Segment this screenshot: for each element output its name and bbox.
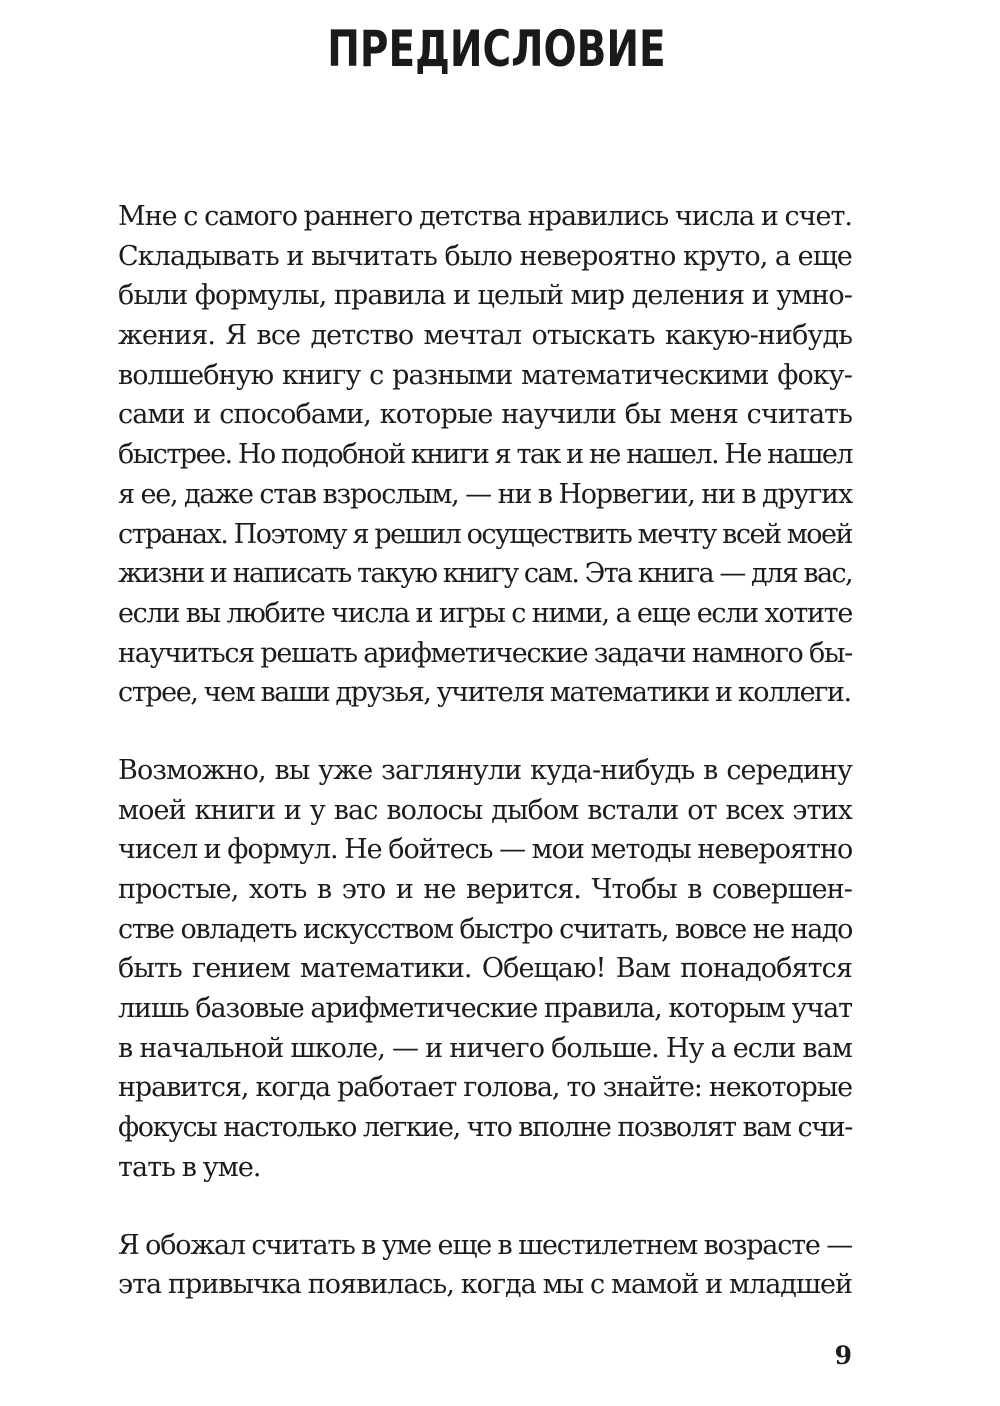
paragraph: [118, 751, 852, 1188]
text-line: Я обожал считать в уме еще в шестилетнем возрасте —: [118, 1229, 852, 1261]
text-line: странах. Поэтому я решил осуществить мечту всей моей: [118, 518, 852, 550]
paragraph: [118, 197, 852, 713]
text-line: фокусы настолько легкие, что вполне позволят вам счи-: [118, 1112, 852, 1144]
text-line: быстрее. Но подобной книги я так и не нашел. Не нашел: [118, 439, 852, 471]
page-title: ПРЕДИСЛОВИЕ: [327, 20, 666, 78]
text-line: эта привычка появилась, когда мы с мамой и младшей: [118, 1269, 852, 1301]
text-line: были формулы, правила и целый мир деления и умно-: [118, 280, 852, 312]
paragraph-gap: [118, 713, 852, 751]
text-line: быть гением математики. Обещаю! Вам понадобятся: [118, 953, 852, 985]
text-line: нравится, когда работает голова, то знайте: некоторые: [118, 1072, 852, 1104]
text-line: в начальной школе, — и ничего больше. Ну а если вам: [118, 1032, 852, 1064]
text-line: простые, хоть в это и не верится. Чтобы в совершен-: [118, 874, 852, 905]
text-line: стрее, чем ваши друзья, учителя математики и коллеги.: [118, 677, 851, 709]
text-line: чисел и формул. Не бойтесь — мои методы невероятно: [118, 834, 853, 866]
body-text: [118, 197, 852, 1305]
text-line: Мне с самого раннего детства нравились числа и счет.: [118, 201, 852, 232]
text-line: сами и способами, которые научили бы меня считать: [118, 399, 852, 431]
text-line: волшебную книгу с разными математическими фоку-: [118, 359, 852, 391]
text-line: моей книги и у вас волосы дыбом встали от всех этих: [118, 794, 852, 826]
text-line: если вы любите числа и игры с ними, а еще если хотите: [118, 597, 852, 629]
text-line: тать в уме.: [118, 1151, 261, 1183]
paragraph: [118, 1226, 852, 1305]
text-line: научиться решать арифметические задачи намного бы-: [118, 637, 852, 669]
page-number: 9: [834, 1341, 852, 1370]
text-line: жения. Я все детство мечтал отыскать какую-нибудь: [118, 320, 852, 352]
text-line: жизни и написать такую книгу сам. Эта книга — для вас,: [118, 558, 852, 590]
text-line: Возможно, вы уже заглянули куда-нибудь в середину: [118, 754, 852, 786]
text-line: я ее, даже став взрослым, — ни в Норвегии, ни в других: [118, 478, 852, 510]
text-line: лишь базовые арифметические правила, которым учат: [118, 993, 852, 1025]
text-line: Складывать и вычитать было невероятно круто, а еще: [118, 240, 852, 272]
text-line: стве овладеть искусством быстро считать, вовсе не надо: [118, 913, 852, 945]
paragraph-gap: [118, 1188, 852, 1226]
